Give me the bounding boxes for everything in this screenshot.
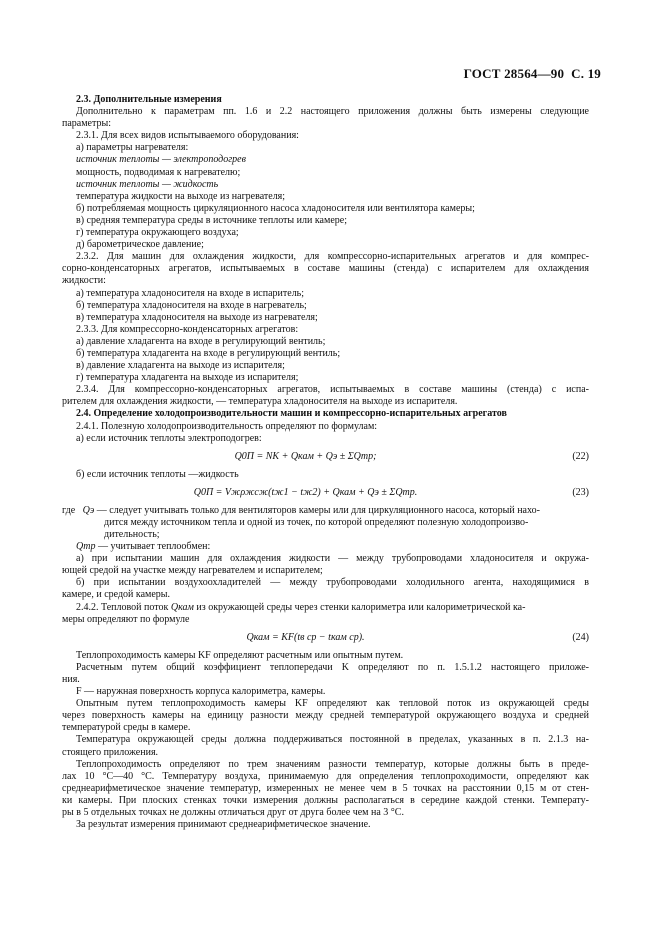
qtr-text: — учитывает теплообмен:	[97, 541, 211, 553]
where-continuation: дительность;	[104, 529, 160, 540]
symbol-qe: Qэ	[82, 504, 95, 516]
list-item: б) потребляемая мощность циркуляционного насоса хладоносителя или вентилятора камеры;	[76, 202, 475, 214]
paragraph-line: ры в 5 отдельных точках не должны отличаться друг от друга более чем на 3 °С.	[62, 806, 404, 818]
clause-2-3-4: 2.3.4. Для компрессорно-конденсаторных агрегатов, испытываемых в составе машины (стенда) с испа-	[76, 384, 589, 396]
formula-22	[62, 447, 589, 467]
formula-22-number: (22)	[572, 450, 589, 462]
document-body	[62, 94, 589, 831]
list-item: б) температура хладоносителя на входе в нагреватель;	[76, 299, 307, 311]
clause-text: 2.4.2. Тепловой поток	[76, 601, 169, 613]
list-item: б) если источник теплоты —жидкость	[76, 468, 239, 480]
list-item: температура жидкости на выходе из нагревателя;	[76, 190, 286, 202]
paragraph-line: параметры:	[62, 118, 111, 130]
list-item: а) температура хладоносителя на входе в испаритель;	[76, 287, 305, 299]
list-item: мощность, подводимая к нагревателю;	[76, 166, 241, 178]
page-header	[464, 66, 601, 82]
clause-text: из окружающей среды через стенки калориметра или калориметрической ка-	[196, 601, 526, 613]
paragraph-line: жидкости:	[62, 275, 106, 287]
where-continuation: дится между источником тепла и одной из точек, по которой определяют полезную холодопроизво-	[104, 516, 529, 528]
formula-24-expression: Qкам = KF(tв ср − tкам ср).	[246, 631, 365, 643]
section-heading-2-4: 2.4. Определение холодопроизводительности машин и компрессорно-испарительных агрегатов	[76, 408, 507, 420]
list-item: б) температура хладагента на входе в регулирующий вентиль;	[76, 347, 341, 359]
paragraph-line: Теплопроходимость камеры KF определяют расчетным или опытным путем.	[76, 649, 404, 661]
paragraph-line: стоящего приложения.	[62, 746, 159, 758]
symbol-qkam: Qкам	[170, 601, 194, 613]
clause-2-4-1: 2.4.1. Полезную холодопроизводительность определяют по формулам:	[76, 420, 378, 432]
list-item: г) температура хладагента на выходе из испарителя;	[76, 372, 299, 384]
formula-24-number: (24)	[572, 631, 589, 643]
list-item: в) температура хладоносителя на выходе из нагревателя;	[76, 311, 318, 323]
paragraph-line: За результат измерения принимают среднеарифметическое значение.	[76, 819, 371, 831]
gost-number: ГОСТ 28564—90	[463, 66, 565, 81]
list-item: в) давление хладагента на выходе из испарителя;	[76, 360, 285, 372]
list-item-italic: источник теплоты — жидкость	[76, 178, 219, 190]
list-item: в) средняя температура среды в источнике теплоты или камере;	[76, 214, 347, 226]
paragraph-line: ния.	[62, 673, 80, 685]
paragraph-line: F — наружная поверхность корпуса калориметра, камеры.	[76, 686, 326, 698]
list-item: б) при испытании воздухоохладителей — между трубопроводами холодильного агента, находящимися в	[76, 577, 589, 589]
page-number: С. 19	[571, 66, 601, 81]
paragraph-line: Дополнительно к параметрам пп. 1.6 и 2.2 настоящего приложения должны быть измерены следующие	[76, 106, 589, 118]
paragraph-line: через поверхность камеры на единицу разности между средней температурой окружающего воздуха и средней	[62, 710, 589, 722]
list-item-italic: источник теплоты — электроподогрев	[76, 154, 246, 166]
paragraph-line: камере, и средой камеры.	[62, 589, 171, 601]
list-item: а) давление хладагента на входе в регулирующий вентиль;	[76, 335, 326, 347]
paragraph-line: Опытным путем теплопроходимость камеры KF определяют как тепловой поток из окружающей среды	[76, 698, 589, 710]
list-item: д) барометрическое давление;	[76, 239, 204, 251]
formula-24	[62, 628, 589, 648]
paragraph-line: Температура окружающей среды должна поддерживаться постоянной в пределах, указанных в п. 2.1.3 на-	[76, 734, 589, 746]
paragraph-line: Расчетным путем общий коэффициент теплопередачи K определяют по п. 1.5.1.2 настоящего приложе-	[76, 661, 589, 673]
clause-2-3-3: 2.3.3. Для компрессорно-конденсаторных агрегатов:	[76, 323, 299, 335]
paragraph-line: температурой среды в камере.	[62, 722, 191, 734]
clause-2-3-2: 2.3.2. Для машин для охлаждения жидкости, для компрессорно-испарительных агрегатов и для компрес-	[76, 251, 589, 263]
section-heading-2-3: 2.3. Дополнительные измерения	[76, 94, 222, 105]
list-item: а) при испытании машин для охлаждения жидкости — между трубопроводами хладоносителя и окружа-	[76, 553, 589, 565]
list-item: а) если источник теплоты электроподогрев:	[76, 432, 262, 444]
paragraph-line: среднеарифметическое значение температур, измеренных не менее чем в 5 точках на расстоянии 0,15 м от стен-	[62, 782, 589, 794]
paragraph-line: Теплопроходимость определяют по трем значениям разности температур, которые должны быть в преде-	[76, 758, 589, 770]
paragraph-line: лах 10 °С—40 °С. Температуру воздуха, принимаемую для определения теплопроходимости, определяют как	[62, 770, 589, 782]
paragraph-line: меры определяют по формуле	[62, 613, 190, 625]
clause-2-3-1: 2.3.1. Для всех видов испытываемого оборудования:	[76, 130, 299, 142]
list-item: а) параметры нагревателя:	[76, 142, 189, 154]
formula-23	[62, 483, 589, 503]
where-text: — следует учитывать только для вентиляторов камеры или для циркуляционного насоса, который нахо-	[96, 504, 540, 516]
list-item: г) температура окружающего воздуха;	[76, 227, 239, 239]
paragraph-line: сорно-конденсаторных агрегатов, испытываемых в составе машины (стенда) с испарителем для охлаждения	[62, 263, 589, 275]
where-label: где	[62, 504, 76, 516]
paragraph-line: ки камеры. При плоских стенках точки измерения должны располагаться в середине каждой стенки. Температу-	[62, 794, 589, 806]
where-line	[62, 505, 589, 517]
qtr-definition	[62, 541, 589, 553]
paragraph-line: ющей средой на участке между нагревателем и испарителем;	[62, 565, 323, 577]
paragraph-line: рителем для охлаждения жидкости, — температура хладоносителя на выходе из испарителя.	[62, 396, 458, 408]
symbol-qtr: Qтр	[76, 541, 96, 553]
formula-23-number: (23)	[572, 486, 589, 498]
formula-22-expression: Q0П = NК + Qкам + Qэ ± ΣQтр;	[234, 450, 377, 462]
formula-23-expression: Q0П = Vжρжcж(tж1 − tж2) + Qкам + Qэ ± ΣQтр.	[193, 486, 418, 498]
clause-2-4-2	[62, 602, 589, 614]
